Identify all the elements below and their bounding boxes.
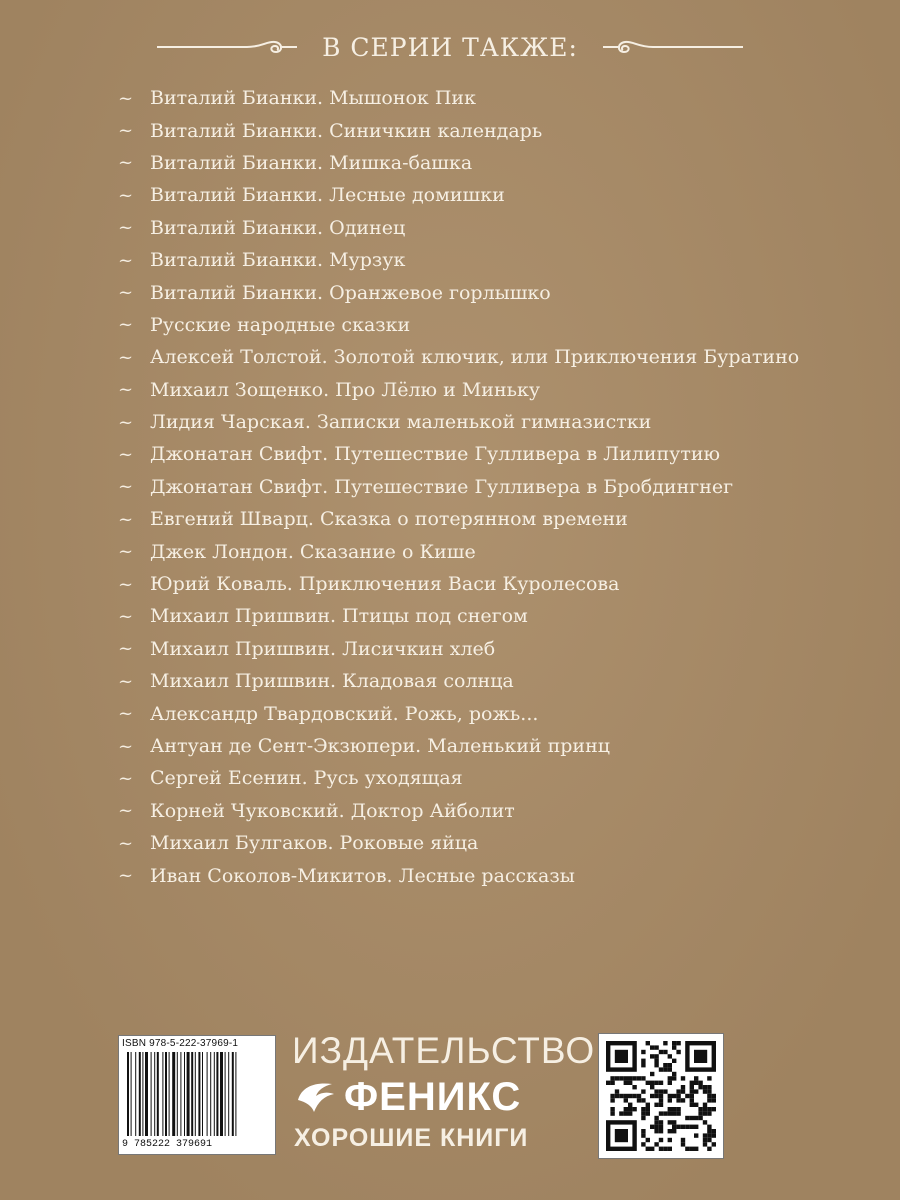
book-list-item xyxy=(118,665,799,697)
book-list-item xyxy=(118,827,799,859)
right-ornament-icon xyxy=(598,35,748,59)
book-title: Антуан де Сент-Экзюпери. Маленький принц xyxy=(150,735,610,757)
book-list-item xyxy=(118,730,799,762)
book-title: Юрий Коваль. Приключения Васи Куролесова xyxy=(150,573,620,596)
book-list-item xyxy=(118,276,799,308)
book-list-item xyxy=(118,212,799,244)
phoenix-logo-icon xyxy=(294,1078,338,1118)
isbn-barcode xyxy=(118,1035,276,1155)
book-title: Виталий Бианки. Одинец xyxy=(150,216,406,239)
barcode-icon xyxy=(125,1052,269,1138)
book-list-item xyxy=(118,697,799,729)
book-list-item xyxy=(118,762,799,794)
list-bullet: ~ xyxy=(118,314,134,336)
list-bullet: ~ xyxy=(118,411,134,433)
book-title: Михаил Пришвин. Лисичкин хлеб xyxy=(150,637,496,660)
list-bullet: ~ xyxy=(118,379,134,401)
book-title: Евгений Шварц. Сказка о потерянном времени xyxy=(150,508,628,531)
list-bullet: ~ xyxy=(118,767,134,789)
book-title: Лидия Чарская. Записки маленькой гимназистки xyxy=(150,411,652,434)
list-bullet: ~ xyxy=(118,670,134,692)
book-title: Михаил Пришвин. Кладовая солнца xyxy=(150,670,514,693)
book-list-item xyxy=(118,114,799,146)
book-title: Корней Чуковский. Доктор Айболит xyxy=(150,799,515,822)
book-title: Михаил Зощенко. Про Лёлю и Миньку xyxy=(150,378,541,401)
list-bullet: ~ xyxy=(118,541,134,563)
book-title: Виталий Бианки. Оранжевое горлышко xyxy=(150,281,551,304)
list-bullet: ~ xyxy=(118,832,134,854)
book-list-item xyxy=(118,795,799,827)
book-list-item xyxy=(118,503,799,535)
book-list-item xyxy=(118,859,799,891)
isbn-label: ISBN 978-5-222-37969-1 xyxy=(122,1038,239,1049)
book-title: Русские народные сказки xyxy=(150,313,411,336)
left-ornament-icon xyxy=(152,35,302,59)
book-title: Виталий Бианки. Синичкин календарь xyxy=(150,119,543,142)
book-title: Сергей Есенин. Русь уходящая xyxy=(150,767,463,790)
book-list-item xyxy=(118,341,799,373)
list-bullet: ~ xyxy=(118,865,134,887)
publisher-logo xyxy=(294,1075,521,1120)
publisher-slogan: ХОРОШИЕ КНИГИ xyxy=(294,1124,529,1152)
book-title: Михаил Булгаков. Роковые яйца xyxy=(150,832,479,855)
list-bullet: ~ xyxy=(118,443,134,465)
book-list-item xyxy=(118,471,799,503)
book-list-item xyxy=(118,244,799,276)
list-bullet: ~ xyxy=(118,282,134,304)
publisher-footer xyxy=(112,1030,792,1170)
list-bullet: ~ xyxy=(118,152,134,174)
qr-code xyxy=(598,1033,724,1159)
list-bullet: ~ xyxy=(118,120,134,142)
book-list-item xyxy=(118,600,799,632)
book-title: Иван Соколов-Микитов. Лесные рассказы xyxy=(150,864,575,887)
list-bullet: ~ xyxy=(118,638,134,660)
book-title: Джонатан Свифт. Путешествие Гулливера в Лилипутию xyxy=(150,443,721,466)
book-list-item xyxy=(118,568,799,600)
book-title: Виталий Бианки. Мурзук xyxy=(150,249,406,272)
publisher-name: ФЕНИКС xyxy=(344,1075,522,1119)
list-bullet: ~ xyxy=(118,605,134,627)
book-list-item xyxy=(118,82,799,114)
book-list-item xyxy=(118,179,799,211)
book-title: Джонатан Свифт. Путешествие Гулливера в Бробдингнег xyxy=(150,475,734,498)
list-bullet: ~ xyxy=(118,573,134,595)
book-title: Алексей Толстой. Золотой ключик, или Приключения Буратино xyxy=(150,346,800,369)
list-bullet: ~ xyxy=(118,249,134,271)
book-title: Александр Твардовский. Рожь, рожь... xyxy=(150,702,539,725)
book-title: Джек Лондон. Сказание о Кише xyxy=(150,540,476,563)
book-list-item xyxy=(118,633,799,665)
list-bullet: ~ xyxy=(118,184,134,206)
list-bullet: ~ xyxy=(118,476,134,498)
list-bullet: ~ xyxy=(118,346,134,368)
book-title: Виталий Бианки. Лесные домишки xyxy=(150,184,505,207)
book-title: Виталий Бианки. Мышонок Пик xyxy=(150,87,476,110)
book-list-item xyxy=(118,374,799,406)
series-title: В СЕРИИ ТАКЖЕ: xyxy=(322,32,578,62)
book-list-item xyxy=(118,406,799,438)
series-book-list xyxy=(118,82,799,892)
book-list-item xyxy=(118,535,799,567)
list-bullet: ~ xyxy=(118,508,134,530)
list-bullet: ~ xyxy=(118,217,134,239)
list-bullet: ~ xyxy=(118,735,134,757)
series-header xyxy=(0,22,900,72)
book-title: Виталий Бианки. Мишка-башка xyxy=(150,151,473,174)
book-list-item xyxy=(118,438,799,470)
book-title: Михаил Пришвин. Птицы под снегом xyxy=(150,605,528,628)
publisher-label: ИЗДАТЕЛЬСТВО xyxy=(292,1030,596,1071)
qr-code-icon xyxy=(599,1034,723,1158)
barcode-digits: 9 785222 379691 xyxy=(122,1139,213,1150)
list-bullet: ~ xyxy=(118,87,134,109)
list-bullet: ~ xyxy=(118,800,134,822)
list-bullet: ~ xyxy=(118,703,134,725)
book-list-item xyxy=(118,309,799,341)
book-list-item xyxy=(118,147,799,179)
